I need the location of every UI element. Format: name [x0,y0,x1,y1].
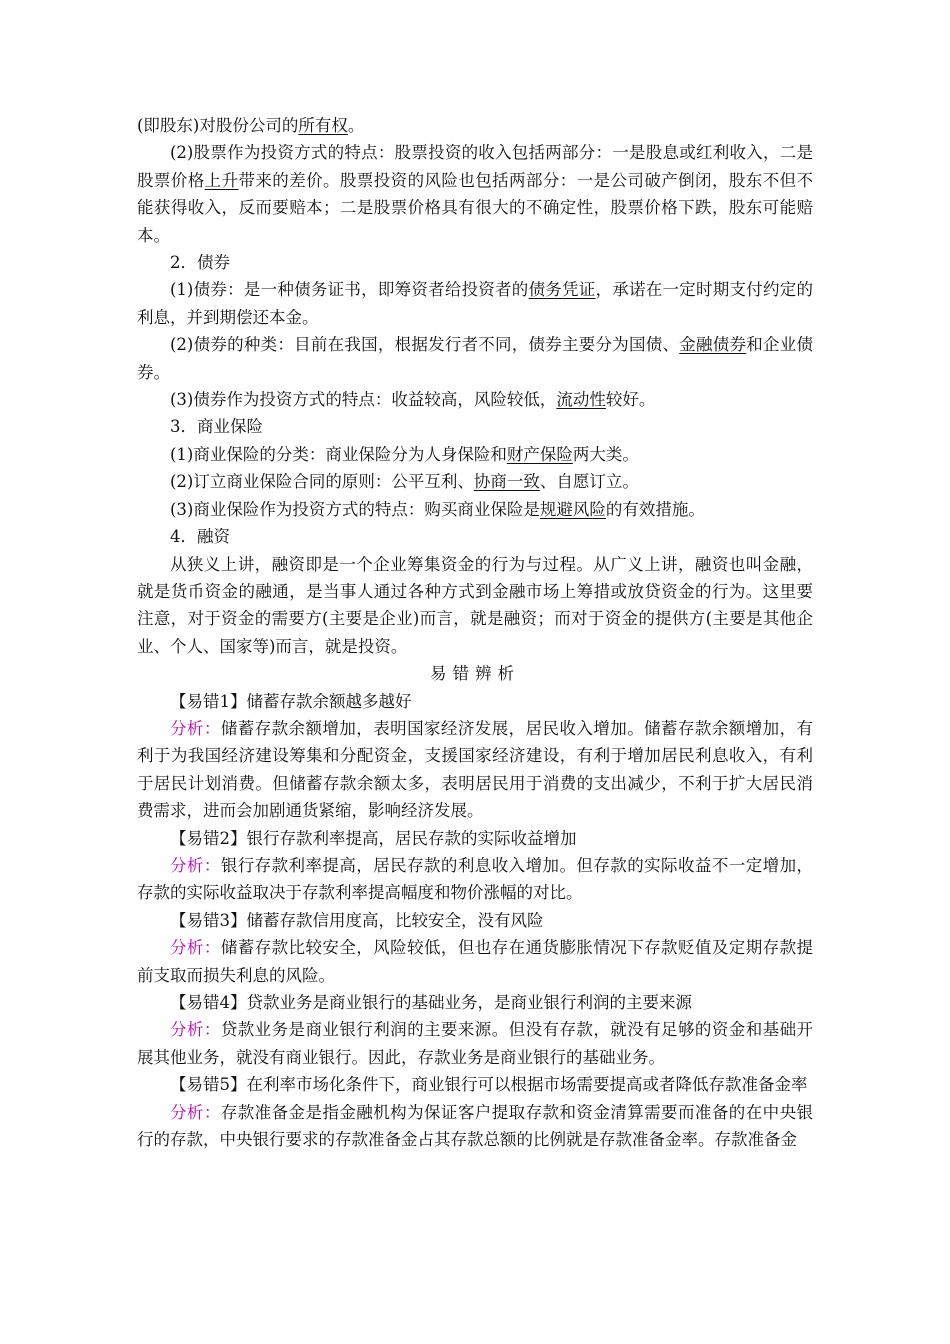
underlined-term: 财产保险 [506,444,573,464]
analysis-label: 分析： [170,855,221,875]
mistake-analysis-1: 分析：储蓄存款余额增加，表明国家经济发展，居民收入增加。储蓄存款余额增加，有利于为我国经济建设筹集和分配资金，支援国家经济建设，有利于增加居民利息收入，有利于居民计划消费。但储蓄存款余额太多，表明居民用于消费的支出减少，不利于扩大居民消费需求，进而会加剧通货紧缩，影响经济发展。 [137,718,814,821]
document-page [137,112,813,1153]
paragraph-bond-types: (2)债券的种类：目前在我国，根据发行者不同，债券主要分为国债、金融债券和企业债券。 [137,335,814,382]
mistake-title-4: 【易错4】贷款业务是商业银行的基础业务，是商业银行利润的主要来源 [170,993,692,1012]
mistake-title-1: 【易错1】储蓄存款余额越多越好 [170,691,412,711]
mistake-title-5: 【易错5】在利率市场化条件下，商业银行可以根据市场需要提高或者降低存款准备金率 [170,1075,808,1095]
heading-insurance: 3．商业保险 [170,417,263,437]
underlined-term: 流动性 [556,390,606,410]
underlined-term: 协商一致 [473,472,540,492]
mistake-analysis-2: 分析：银行存款利率提高，居民存款的利息收入增加。但存款的实际收益不一定增加，存款的实际收益取决于存款利率提高幅度和物价涨幅的对比。 [137,855,814,903]
analysis-label: 分析： [170,718,221,738]
section-title: 易错辨析 [430,664,520,684]
paragraph-insurance-principles: (2)订立商业保险合同的原则：公平互利、协商一致、自愿订立。 [170,472,639,492]
paragraph-insurance-types: (1)商业保险的分类：商业保险分为人身保险和财产保险两大类。 [170,444,639,464]
underlined-term: 债务凭证 [528,280,596,300]
mistake-title-3: 【易错3】储蓄存款信用度高，比较安全，没有风险 [170,910,544,930]
analysis-label: 分析： [170,1020,221,1040]
heading-bonds: 2．债券 [170,253,230,273]
mistake-analysis-3: 分析：储蓄存款比较安全，风险较低，但也存在通货膨胀情况下存款贬值及定期存款提前支取而损失利息的风险。 [137,938,814,985]
paragraph-stock-features: (2)股票作为投资方式的特点：股票投资的收入包括两部分：一是股息或红利收入，二是股票价格上升带来的差价。股票投资的风险也包括两部分：一是公司破产倒闭，股东不但不能获得收入，反而要赔本；二是股票价格具有很大的不确定性，股票价格下跌，股东可能赔本。 [137,143,814,245]
analysis-label: 分析： [170,938,221,958]
mistake-analysis-4: 分析：贷款业务是商业银行利润的主要来源。但没有存款，就没有足够的资金和基础开展其他业务，就没有商业银行。因此，存款业务是商业银行的基础业务。 [137,1020,814,1067]
heading-financing: 4．融资 [170,527,230,547]
underlined-term: 所有权 [298,116,348,135]
mistake-analysis-5: 分析：存款准备金是指金融机构为保证客户提取存款和资金清算需要而准备的在中央银行的存款，中央银行要求的存款准备金占其存款总额的比例就是存款准备金率。存款准备金 [137,1102,814,1150]
underlined-term: 规避风险 [539,499,606,519]
underlined-term: 上升 [204,170,239,190]
analysis-label: 分析： [170,1102,221,1122]
paragraph-insurance-features: (3)商业保险作为投资方式的特点：购买商业保险是规避风险的有效措施。 [170,499,705,519]
mistake-title-2: 【易错2】银行存款利率提高，居民存款的实际收益增加 [170,828,577,848]
underlined-term: 金融债券 [679,335,747,355]
paragraph-bond-definition: (1)债券：是一种债务证书，即筹资者给投资者的债务凭证，承诺在一定时期支付约定的利息，并到期偿还本金。 [137,280,814,327]
paragraph-bond-features: (3)债券作为投资方式的特点：收益较高，风险较低，流动性较好。 [170,390,656,410]
paragraph-ownership: (即股东)对股份公司的所有权。 [137,116,365,135]
paragraph-financing: 从狭义上讲，融资即是一个企业筹集资金的行为与过程。从广义上讲，融资也叫金融，就是货币资金的融通，是当事人通过各种方式到金融市场上筹措或放贷资金的行为。这里要注意，对于资金的需要方(主要是企业)而言，就是融资；而对于资金的提供方(主要是其他企业、个人、国家等)而言，就是投资。 [137,554,813,656]
